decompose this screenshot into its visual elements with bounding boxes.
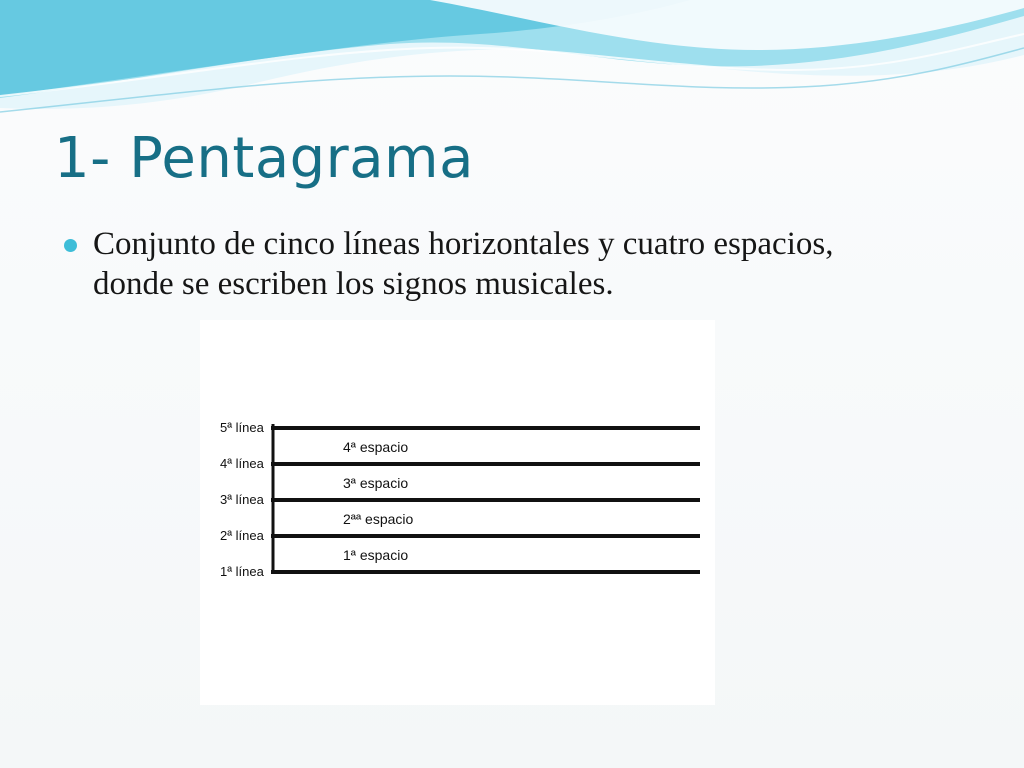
- slide-title: 1- Pentagrama: [54, 126, 474, 191]
- space-label-3: 3ª espacio: [343, 475, 409, 491]
- bullet-text: Conjunto de cinco líneas horizontales y cuatro espacios, donde se escriben los signos musicales.: [93, 226, 834, 303]
- staff-diagram: [200, 320, 715, 705]
- header-wave-decoration: [0, 0, 1024, 130]
- staff-diagram-svg: [200, 320, 715, 705]
- line-label-2: 2ª línea: [220, 528, 264, 543]
- space-label-4: 4ª espacio: [343, 439, 409, 455]
- line-label-4: 4ª línea: [220, 456, 264, 471]
- line-label-5: 5ª línea: [220, 420, 264, 435]
- bullet-point: [64, 224, 884, 305]
- space-label-1: 1ª espacio: [343, 547, 409, 563]
- line-label-3: 3ª línea: [220, 492, 264, 507]
- staff-diagram-background: [200, 320, 715, 705]
- bullet-dot-icon: [64, 239, 77, 252]
- space-label-2: 2ªª espacio: [343, 511, 414, 527]
- line-label-1: 1ª línea: [220, 564, 264, 579]
